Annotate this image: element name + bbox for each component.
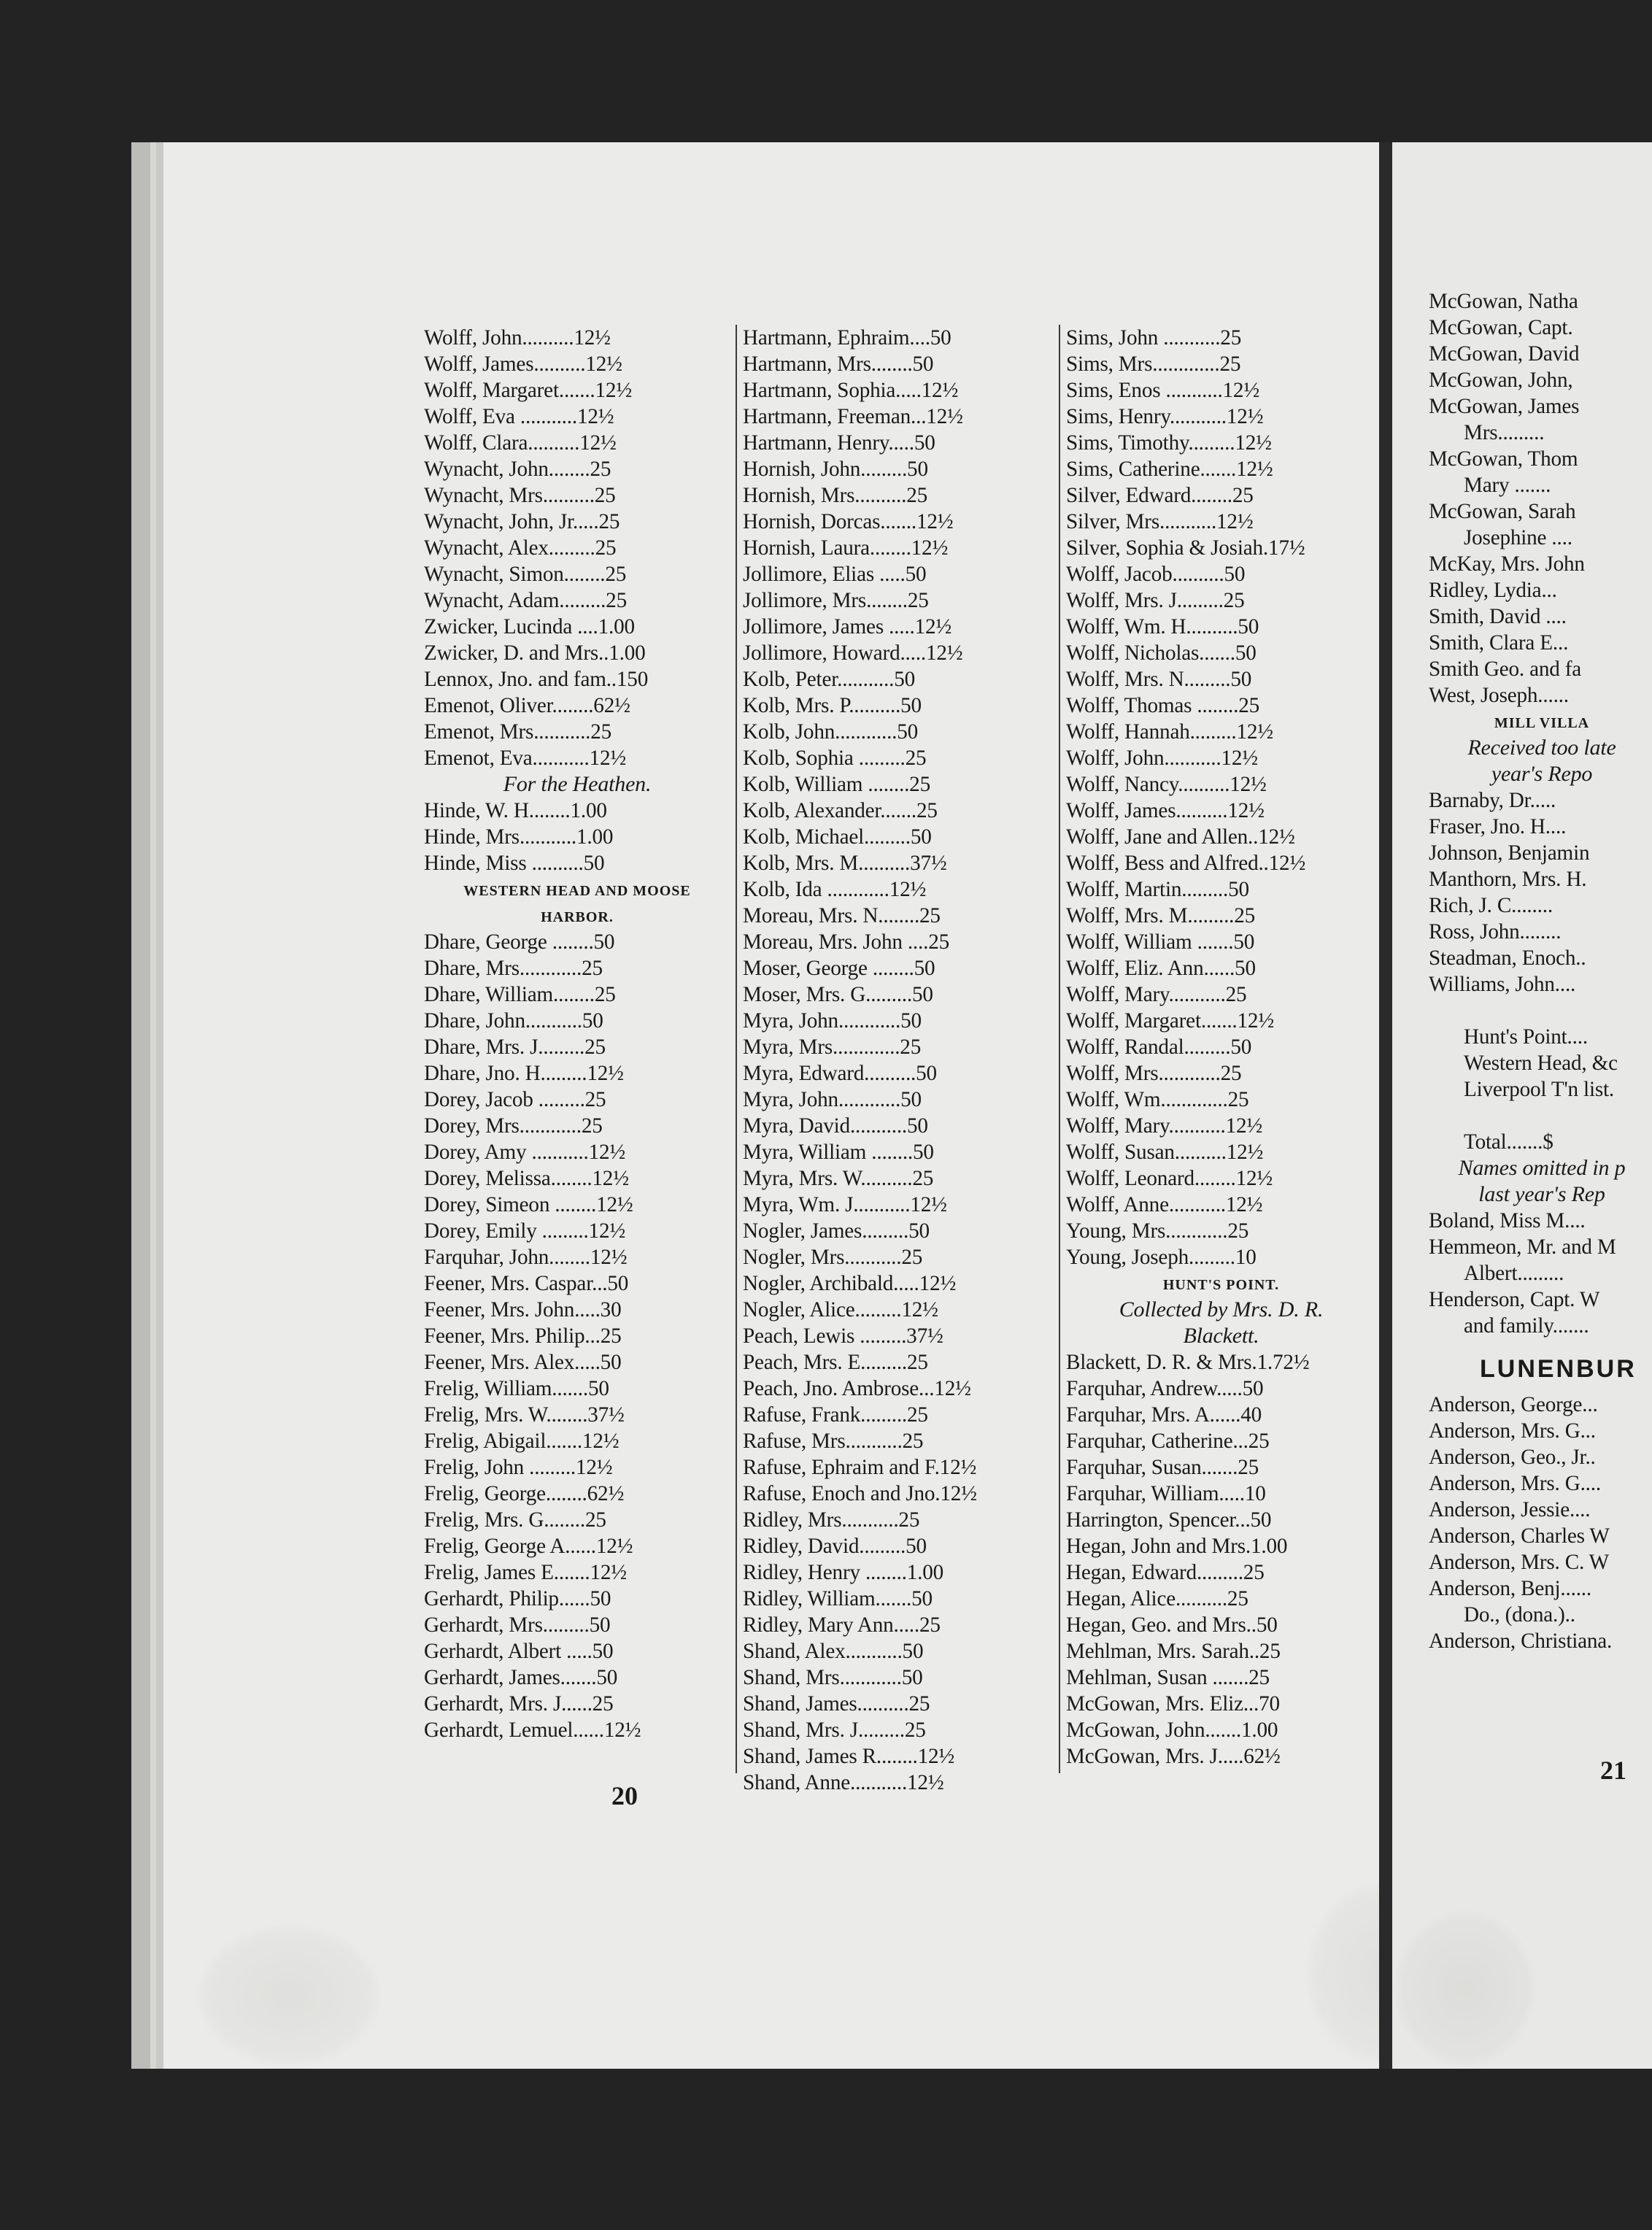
list-item: Kolb, Mrs. P..........50 <box>743 694 922 717</box>
list-item: Hornish, Mrs..........25 <box>743 484 928 507</box>
list-item: Jollimore, James .....12½ <box>743 615 952 638</box>
list-item: Emenot, Mrs...........25 <box>424 720 612 744</box>
list-item: Kolb, Peter...........50 <box>743 668 915 691</box>
list-item: Hinde, W. H........1.00 <box>424 799 607 822</box>
list-item: Sims, Henry...........12½ <box>1066 405 1264 428</box>
list-item: Farquhar, William.....10 <box>1066 1482 1266 1505</box>
list-item: Blackett, D. R. & Mrs.1.72½ <box>1066 1351 1310 1374</box>
list-item: Steadman, Enoch.. <box>1429 946 1586 970</box>
list-item: Moser, Mrs. G.........50 <box>743 983 933 1006</box>
left-column-2 <box>743 325 1055 1796</box>
list-item: Kolb, John............50 <box>743 720 919 744</box>
list-item: Jollimore, Howard.....12½ <box>743 641 963 665</box>
list-item: Ridley, Mary Ann.....25 <box>743 1613 941 1637</box>
list-item: McGowan, Mrs. Eliz...70 <box>1066 1692 1280 1716</box>
list-item: Dorey, Simeon ........12½ <box>424 1193 633 1216</box>
list-item: Dorey, Amy ...........12½ <box>424 1141 626 1164</box>
list-item: Wolff, Eliz. Ann......50 <box>1066 957 1256 980</box>
list-item: Wolff, Susan..........12½ <box>1066 1141 1264 1164</box>
list-item: Zwicker, D. and Mrs..1.00 <box>424 641 646 665</box>
list-item: Wolff, Nancy..........12½ <box>1066 773 1267 796</box>
list-item: Frelig, George........62½ <box>424 1482 625 1505</box>
list-item: Shand, Alex...........50 <box>743 1640 924 1663</box>
list-item-continuation: Josephine .... <box>1464 526 1572 549</box>
list-item: Myra, William ........50 <box>743 1141 934 1164</box>
list-item: Myra, Wm. J...........12½ <box>743 1193 947 1216</box>
list-item: Hartmann, Mrs........50 <box>743 352 934 376</box>
list-item: Moser, George ........50 <box>743 957 935 980</box>
list-item: Wolff, Mrs. J.........25 <box>1066 589 1245 612</box>
section-subheading: Collected by Mrs. D. R. <box>1119 1297 1324 1322</box>
list-item: Myra, David...........50 <box>743 1114 928 1138</box>
list-item: McGowan, Natha <box>1429 290 1578 313</box>
list-item: Wolff, James..........12½ <box>424 352 622 376</box>
list-item: Rich, J. C........ <box>1429 894 1553 917</box>
list-item: Peach, Jno. Ambrose...12½ <box>743 1377 971 1400</box>
town-heading: LUNENBUR <box>1480 1355 1637 1383</box>
list-item: Emenot, Oliver........62½ <box>424 694 630 717</box>
list-item: Young, Mrs............25 <box>1066 1219 1249 1243</box>
list-item: Feener, Mrs. Alex.....50 <box>424 1351 622 1374</box>
list-item: Hartmann, Sophia.....12½ <box>743 379 959 402</box>
list-item: Fraser, Jno. H.... <box>1429 815 1567 838</box>
list-item: Dhare, George ........50 <box>424 930 615 954</box>
list-item: Wynacht, Mrs..........25 <box>424 484 616 507</box>
list-item: Peach, Lewis .........37½ <box>743 1324 943 1348</box>
list-item: Kolb, Sophia .........25 <box>743 746 927 770</box>
list-item: Shand, James R........12½ <box>743 1745 955 1768</box>
list-item: Mehlman, Susan .......25 <box>1066 1666 1270 1689</box>
list-item: Dhare, Jno. H.........12½ <box>424 1062 624 1085</box>
list-item: Wolff, Anne...........12½ <box>1066 1193 1263 1216</box>
list-item: Anderson, Jessie.... <box>1429 1498 1591 1521</box>
list-item: Wolff, Bess and Alfred..12½ <box>1066 852 1306 875</box>
list-item: Sims, Timothy.........12½ <box>1066 431 1272 455</box>
list-item: Wolff, Randal.........50 <box>1066 1035 1252 1059</box>
list-item: Smith, David .... <box>1429 605 1567 628</box>
list-item: Wolff, Thomas ........25 <box>1066 694 1259 717</box>
list-item: Emenot, Eva...........12½ <box>424 746 627 770</box>
list-item: Anderson, Christiana. <box>1429 1629 1613 1653</box>
list-item: McGowan, David <box>1429 342 1580 366</box>
list-item: Wolff, Nicholas.......50 <box>1066 641 1257 665</box>
left-column-1 <box>424 325 730 1743</box>
list-item: Wolff, Wm.............25 <box>1066 1088 1249 1111</box>
list-item-continuation: Do., (dona.).. <box>1464 1603 1575 1627</box>
list-item: Young, Joseph.........10 <box>1066 1246 1257 1269</box>
list-item: Shand, Mrs. J.........25 <box>743 1718 926 1742</box>
list-item: McGowan, Sarah <box>1429 500 1576 523</box>
list-item: Wynacht, Adam.........25 <box>424 589 627 612</box>
list-item: Wolff, Margaret.......12½ <box>424 379 633 402</box>
list-item: Hegan, Alice..........25 <box>1066 1587 1248 1610</box>
list-item: Lennox, Jno. and fam..150 <box>424 668 649 691</box>
list-item: Wolff, Leonard........12½ <box>1066 1167 1273 1190</box>
list-item: Hartmann, Freeman...12½ <box>743 405 963 428</box>
list-item: Dhare, Mrs............25 <box>424 957 603 980</box>
list-item: Wolff, Mrs. N.........50 <box>1066 668 1252 691</box>
list-item: Farquhar, John........12½ <box>424 1246 628 1269</box>
list-item: Gerhardt, Philip......50 <box>424 1587 611 1610</box>
list-item: Farquhar, Catherine...25 <box>1066 1430 1270 1453</box>
list-item: Frelig, George A......12½ <box>424 1535 633 1558</box>
list-item: Jollimore, Elias .....50 <box>743 563 927 586</box>
list-item: Sims, John ...........25 <box>1066 326 1242 350</box>
list-item: Kolb, Alexander.......25 <box>743 799 938 822</box>
list-item-continuation: Total.......$ <box>1464 1130 1553 1154</box>
list-item: Mehlman, Mrs. Sarah..25 <box>1066 1640 1281 1663</box>
list-item: Anderson, Benj...... <box>1429 1577 1591 1600</box>
page-number-right: 21 <box>1600 1756 1626 1785</box>
list-item-continuation: Liverpool T'n list. <box>1464 1078 1615 1101</box>
list-item-continuation: Mary ....... <box>1464 474 1551 497</box>
list-item: Myra, John............50 <box>743 1088 922 1111</box>
list-item: Kolb, Ida ............12½ <box>743 878 927 901</box>
list-item: Dorey, Emily .........12½ <box>424 1219 626 1243</box>
list-item: McGowan, Mrs. J.....62½ <box>1066 1745 1281 1768</box>
column-divider <box>1059 325 1060 1773</box>
list-item: Wynacht, Simon........25 <box>424 563 627 586</box>
list-item: Anderson, Mrs. C. W <box>1429 1551 1609 1574</box>
list-item: Dhare, Mrs. J.........25 <box>424 1035 606 1059</box>
list-item: Barnaby, Dr..... <box>1429 789 1556 812</box>
section-subheading: Names omitted in p <box>1458 1156 1626 1180</box>
list-item: Silver, Sophia & Josiah.17½ <box>1066 536 1305 560</box>
list-item: Kolb, Michael.........50 <box>743 825 932 849</box>
list-item: West, Joseph...... <box>1429 684 1569 707</box>
list-item: Rafuse, Ephraim and F.12½ <box>743 1456 977 1479</box>
list-item: Ridley, Lydia... <box>1429 579 1557 602</box>
list-item: Rafuse, Enoch and Jno.12½ <box>743 1482 977 1505</box>
list-item: Frelig, Mrs. G........25 <box>424 1508 606 1532</box>
list-item: Wolff, Mrs............25 <box>1066 1062 1242 1085</box>
list-item: Ross, John........ <box>1429 920 1562 944</box>
left-column-3 <box>1066 325 1376 1770</box>
list-item-continuation: and family....... <box>1464 1314 1589 1338</box>
list-item: Ridley, William.......50 <box>743 1587 933 1610</box>
list-item: Dorey, Jacob .........25 <box>424 1088 606 1111</box>
list-item: Ridley, Henry ........1.00 <box>743 1561 944 1584</box>
list-item: Hinde, Miss ..........50 <box>424 852 605 875</box>
list-item: Wolff, James..........12½ <box>1066 799 1265 822</box>
list-item: Wolff, William .......50 <box>1066 930 1255 954</box>
list-item: Feener, Mrs. John.....30 <box>424 1298 622 1322</box>
spacer <box>1429 998 1652 1024</box>
list-item: Anderson, Charles W <box>1429 1524 1610 1548</box>
list-item: Nogler, Mrs...........25 <box>743 1246 923 1269</box>
list-item: Gerhardt, Mrs.........50 <box>424 1613 611 1637</box>
list-item: Anderson, George... <box>1429 1393 1598 1416</box>
list-item: Wolff, Jacob..........50 <box>1066 563 1246 586</box>
list-item: Henderson, Capt. W <box>1429 1288 1600 1311</box>
list-item: Johnson, Benjamin <box>1429 841 1590 865</box>
list-item: Rafuse, Frank.........25 <box>743 1403 928 1427</box>
left-page <box>131 142 1398 2069</box>
page-number-left: 20 <box>611 1781 638 1810</box>
list-item: Kolb, Mrs. M..........37½ <box>743 852 947 875</box>
list-item: Nogler, Archibald.....12½ <box>743 1272 957 1295</box>
list-item: Wynacht, Alex.........25 <box>424 536 617 560</box>
list-item-continuation: Albert......... <box>1464 1262 1564 1285</box>
section-subheading: Blackett. <box>1183 1324 1259 1348</box>
list-item: Peach, Mrs. E.........25 <box>743 1351 928 1374</box>
list-item: Sims, Mrs.............25 <box>1066 352 1241 376</box>
list-item: Myra, Mrs. W..........25 <box>743 1167 934 1190</box>
list-item: Frelig, William.......50 <box>424 1377 609 1400</box>
list-item: Wynacht, John, Jr.....25 <box>424 510 620 533</box>
list-item: Smith, Clara E... <box>1429 631 1569 655</box>
list-item: Wolff, John..........12½ <box>424 326 611 350</box>
list-item: Hornish, Dorcas.......12½ <box>743 510 954 533</box>
list-item: Dorey, Mrs............25 <box>424 1114 603 1138</box>
section-heading: MILL VILLA <box>1494 715 1590 731</box>
list-item: Dhare, William........25 <box>424 983 616 1006</box>
list-item: Kolb, William ........25 <box>743 773 930 796</box>
right-column-1 <box>1429 288 1652 1654</box>
list-item: Frelig, Abigail.......12½ <box>424 1430 620 1453</box>
list-item: Silver, Edward........25 <box>1066 484 1254 507</box>
list-item: Harrington, Spencer...50 <box>1066 1508 1272 1532</box>
list-item: Wolff, Wm. H..........50 <box>1066 615 1259 638</box>
list-item: Hornish, John.........50 <box>743 458 928 481</box>
section-subheading: Received too late <box>1467 736 1616 760</box>
list-item: Wolff, Eva ...........12½ <box>424 405 614 428</box>
list-item: Wolff, John...........12½ <box>1066 746 1258 770</box>
section-subheading: For the Heathen. <box>503 772 652 796</box>
list-item: McGowan, Thom <box>1429 447 1578 471</box>
list-item: Hartmann, Henry.....50 <box>743 431 935 455</box>
list-item: Rafuse, Mrs...........25 <box>743 1430 924 1453</box>
list-item: Myra, Edward..........50 <box>743 1062 937 1085</box>
list-item: Silver, Mrs...........12½ <box>1066 510 1254 533</box>
list-item: Dorey, Melissa........12½ <box>424 1167 629 1190</box>
list-item: Gerhardt, Mrs. J......25 <box>424 1692 614 1716</box>
list-item: Hegan, Geo. and Mrs..50 <box>1066 1613 1278 1637</box>
list-item: Manthorn, Mrs. H. <box>1429 868 1587 891</box>
list-item: Wolff, Clara..........12½ <box>424 431 617 455</box>
list-item: Frelig, Mrs. W........37½ <box>424 1403 625 1427</box>
column-divider <box>736 325 737 1773</box>
list-item: Shand, Anne...........12½ <box>743 1771 944 1794</box>
section-heading: HARBOR. <box>541 909 614 925</box>
section-heading: WESTERN HEAD AND MOOSE <box>463 883 691 899</box>
list-item: Anderson, Geo., Jr.. <box>1429 1446 1596 1469</box>
list-item: Hinde, Mrs...........1.00 <box>424 825 614 849</box>
list-item: Wolff, Martin.........50 <box>1066 878 1249 901</box>
list-item: Hornish, Laura........12½ <box>743 536 949 560</box>
list-item: Anderson, Mrs. G... <box>1429 1419 1596 1443</box>
list-item: Jollimore, Mrs........25 <box>743 589 929 612</box>
list-item: Hegan, John and Mrs.1.00 <box>1066 1535 1288 1558</box>
list-item: Myra, Mrs.............25 <box>743 1035 922 1059</box>
list-item: Hartmann, Ephraim....50 <box>743 326 952 350</box>
list-item: Shand, James..........25 <box>743 1692 930 1716</box>
list-item: Farquhar, Andrew.....50 <box>1066 1377 1264 1400</box>
list-item: McGowan, Capt. <box>1429 316 1573 339</box>
list-item: McGowan, John, <box>1429 369 1573 392</box>
list-item: Dhare, John...........50 <box>424 1009 603 1033</box>
list-item: McGowan, James <box>1429 395 1580 418</box>
list-item: Boland, Miss M.... <box>1429 1209 1586 1232</box>
list-item: Wolff, Mary...........25 <box>1066 983 1247 1006</box>
list-item: Gerhardt, James.......50 <box>424 1666 618 1689</box>
list-item: Sims, Enos ...........12½ <box>1066 379 1260 402</box>
list-item: Smith Geo. and fa <box>1429 657 1581 681</box>
list-item: Gerhardt, Albert .....50 <box>424 1640 614 1663</box>
list-item: McGowan, John.......1.00 <box>1066 1718 1278 1742</box>
list-item: Anderson, Mrs. G.... <box>1429 1472 1601 1495</box>
list-item: Feener, Mrs. Philip...25 <box>424 1324 622 1348</box>
list-item-continuation: Western Head, &c <box>1464 1052 1618 1075</box>
section-subheading: year's Repo <box>1491 762 1593 786</box>
list-item: Ridley, Mrs...........25 <box>743 1508 920 1532</box>
list-item: McKay, Mrs. John <box>1429 552 1585 576</box>
list-item: Farquhar, Susan.......25 <box>1066 1456 1259 1479</box>
list-item: Frelig, James E.......12½ <box>424 1561 627 1584</box>
list-item: Gerhardt, Lemuel......12½ <box>424 1718 641 1742</box>
list-item: Wolff, Jane and Allen..12½ <box>1066 825 1295 849</box>
list-item: Wolff, Mary...........12½ <box>1066 1114 1263 1138</box>
list-item-continuation: Hunt's Point.... <box>1464 1025 1588 1049</box>
list-item: Nogler, James.........50 <box>743 1219 930 1243</box>
list-item: Wynacht, John........25 <box>424 458 611 481</box>
list-item: Sims, Catherine.......12½ <box>1066 458 1273 481</box>
section-heading: HUNT'S POINT. <box>1162 1277 1280 1293</box>
list-item: Wolff, Hannah.........12½ <box>1066 720 1273 744</box>
list-item: Shand, Mrs............50 <box>743 1666 923 1689</box>
section-subheading: last year's Rep <box>1478 1182 1605 1206</box>
list-item: Ridley, David.........50 <box>743 1535 927 1558</box>
page-gutter <box>1379 142 1392 2069</box>
list-item: Hemmeon, Mr. and M <box>1429 1235 1616 1259</box>
list-item: Nogler, Alice.........12½ <box>743 1298 938 1322</box>
list-item: Moreau, Mrs. John ....25 <box>743 930 949 954</box>
list-item: Farquhar, Mrs. A......40 <box>1066 1403 1262 1427</box>
list-item: Hegan, Edward.........25 <box>1066 1561 1265 1584</box>
spacer <box>1429 1103 1652 1129</box>
list-item: Wolff, Mrs. M.........25 <box>1066 904 1256 927</box>
right-page <box>1392 142 1652 2069</box>
list-item: Williams, John.... <box>1429 973 1576 996</box>
list-item: Feener, Mrs. Caspar...50 <box>424 1272 629 1295</box>
list-item: Myra, John............50 <box>743 1009 922 1033</box>
list-item-continuation: Mrs......... <box>1464 421 1545 444</box>
list-item: Moreau, Mrs. N........25 <box>743 904 941 927</box>
list-item: Zwicker, Lucinda ....1.00 <box>424 615 635 638</box>
list-item: Wolff, Margaret.......12½ <box>1066 1009 1275 1033</box>
list-item: Frelig, John .........12½ <box>424 1456 613 1479</box>
